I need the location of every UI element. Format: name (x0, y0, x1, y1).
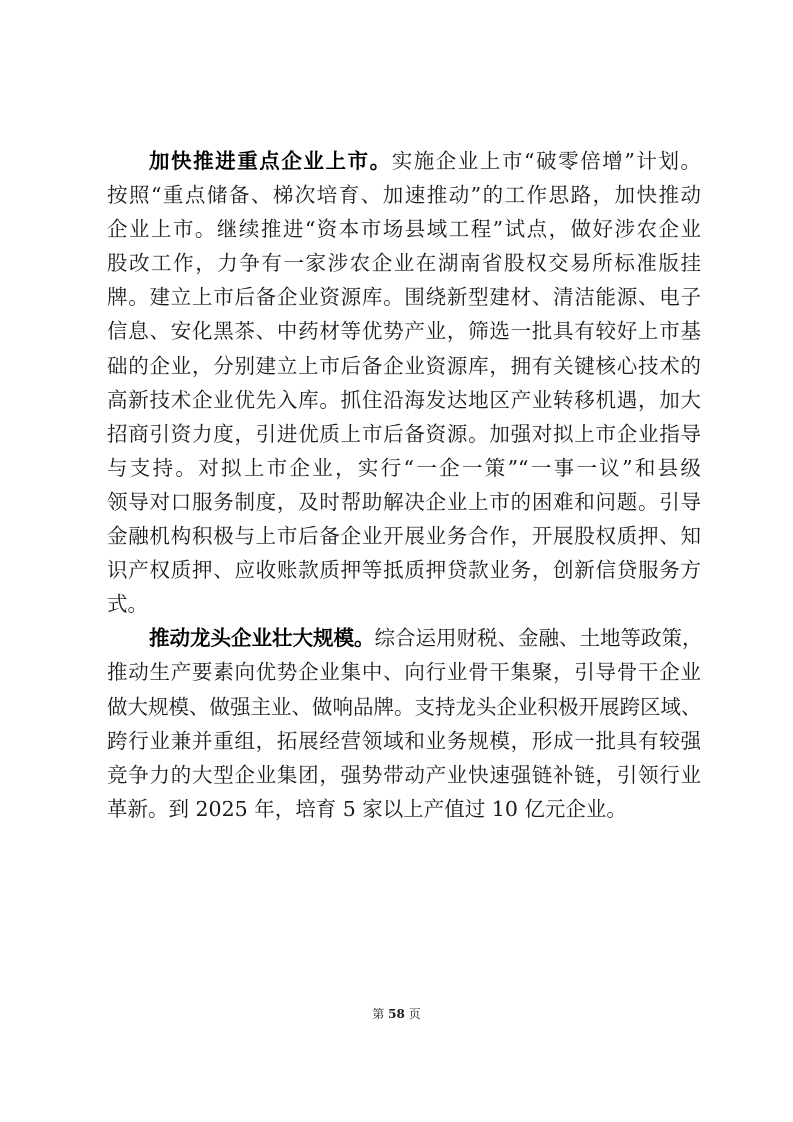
text-line: 识产权质押、应收账款质押等抵质押贷款业务，创新信贷服务方 (107, 558, 701, 583)
text-line: 综合运用财税、金融、土地等政策， (374, 626, 703, 651)
paragraph-first-line (107, 621, 701, 655)
page-number-prefix: 第 (372, 1007, 385, 1021)
text-line: 础的企业，分别建立上市后备企业资源库，拥有关键核心技术的 (107, 353, 701, 378)
text-line: 革新。到 2025 年，培育 5 家以上产值过 10 亿元企业。 (107, 796, 627, 821)
text-line: 金融机构积极与上市后备企业开展业务合作，开展股权质押、知 (107, 524, 701, 549)
text-line: 按照“重点储备、梯次培育、加速推动”的工作思路，加快推动 (107, 183, 701, 208)
paragraph-heading: 加快推进重点企业上市。 (149, 149, 392, 173)
text-line: 信息、安化黑茶、中药材等优势产业，筛选一批具有较好上市基 (107, 319, 701, 344)
text-line: 企业上市。继续推进“资本市场县域工程”试点，做好涉农企业 (107, 217, 701, 242)
text-line: 式。 (107, 592, 148, 617)
text-line: 股改工作，力争有一家涉农企业在湖南省股权交易所标准版挂 (107, 251, 701, 276)
text-line: 跨行业兼并重组，拓展经营领域和业务规模，形成一批具有较强 (107, 728, 701, 753)
text-line: 与支持。对拟上市企业，实行“一企一策”“一事一议”和县级 (107, 455, 701, 480)
text-line: 高新技术企业优先入库。抓住沿海发达地区产业转移机遇，加大 (107, 387, 701, 412)
text-line: 领导对口服务制度，及时帮助解决企业上市的困难和问题。引导 (107, 489, 701, 514)
paragraph-heading: 推动龙头企业壮大规模。 (149, 626, 375, 651)
text-line: 竞争力的大型企业集团，强势带动产业快速强链补链，引领行业 (107, 762, 701, 787)
text-line: 招商引资力度，引进优质上市后备资源。加强对拟上市企业指导 (107, 421, 701, 446)
page-number-value: 58 (388, 1007, 405, 1021)
page-number (0, 1005, 793, 1022)
text-line: 做大规模、做强主业、做响品牌。支持龙头企业积极开展跨区域、 (107, 694, 702, 719)
paragraph-listing (107, 144, 701, 621)
paragraph-leading-enterprises (107, 621, 701, 826)
text-line: 牌。建立上市后备企业资源库。围绕新型建材、清洁能源、电子 (107, 285, 701, 310)
page-number-suffix: 页 (408, 1007, 421, 1021)
text-line: 推动生产要素向优势企业集中、向行业骨干集聚，引导骨干企业 (107, 660, 701, 685)
paragraph-first-line (107, 144, 701, 178)
document-body (107, 144, 701, 826)
text-line: 实施企业上市“破零倍增”计划。 (391, 149, 702, 173)
